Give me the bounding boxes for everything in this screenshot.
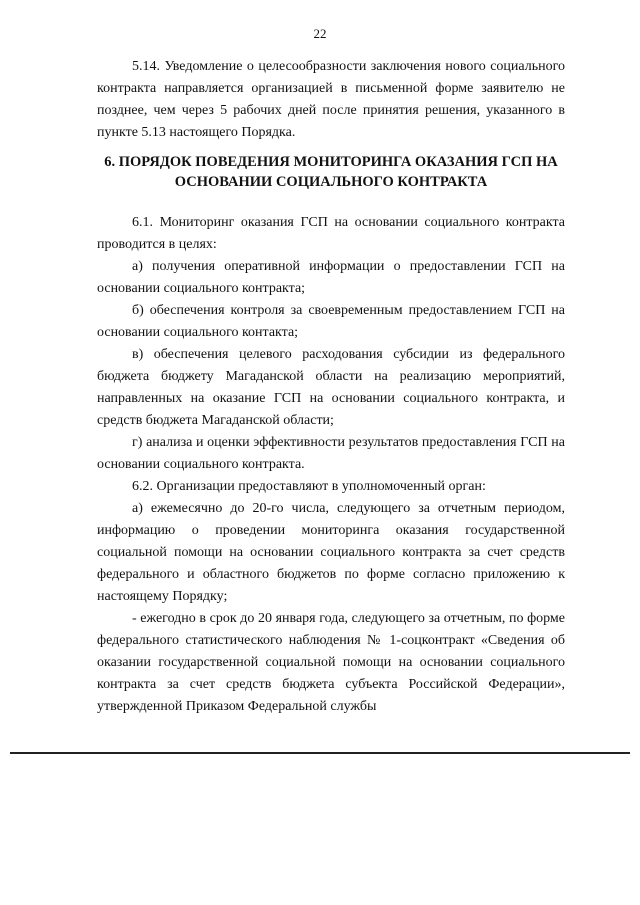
paragraph-6-1-g: г) анализа и оценки эффективности результатов предоставления ГСП на основании социального контракта. <box>97 435 565 472</box>
paragraph-6-2-a: а) ежемесячно до 20-го числа, следующего за отчетным периодом, информацию о проведении мониторинга оказания государственной социальной помощи на основании социального контракта за счет средств федерального и областного бюджетов по форме согласно приложению к настоящему Порядку; <box>97 501 565 604</box>
paragraph-6-2: 6.2. Организации предоставляют в уполномоченный орган: <box>132 479 486 494</box>
paragraph-6-1: 6.1. Мониторинг оказания ГСП на основании социального контракта проводится в целях: <box>97 215 565 252</box>
paragraph-5-14: 5.14. Уведомление о целесообразности заключения нового социального контракта направляется организацией в письменной форме заявителю не позднее, чем через 5 рабочих дней после принятия решения, указанного в пункте 5.13 настоящего Порядка. <box>97 59 565 140</box>
document-body <box>97 56 565 718</box>
page-divider <box>10 752 630 754</box>
page-number: 22 <box>313 26 327 41</box>
paragraph-6-1-a: а) получения оперативной информации о предоставлении ГСП на основании социального контракта; <box>97 259 565 296</box>
paragraph-6-1-b: б) обеспечения контроля за своевременным предоставлением ГСП на основании социального контакта; <box>97 303 565 340</box>
paragraph-6-1-v: в) обеспечения целевого расходования субсидии из федерального бюджета бюджету Магаданской области на реализацию мероприятий, направленных на оказание ГСП на основании социального контракта, и средств бюджета Магаданской области; <box>97 347 565 428</box>
section-title: 6. ПОРЯДОК ПОВЕДЕНИЯ МОНИТОРИНГА ОКАЗАНИЯ ГСП НА ОСНОВАНИИ СОЦИАЛЬНОГО КОНТРАКТА <box>104 154 558 190</box>
paragraph-6-2-dash: - ежегодно в срок до 20 января года, следующего за отчетным, по форме федерального статистического наблюдения № 1-соцконтракт «Сведения об оказании государственной социальной помощи на основании социального контракта за счет средств бюджета субъекта Российской Федерации», утвержденной Приказом Федеральной службы <box>97 611 565 714</box>
